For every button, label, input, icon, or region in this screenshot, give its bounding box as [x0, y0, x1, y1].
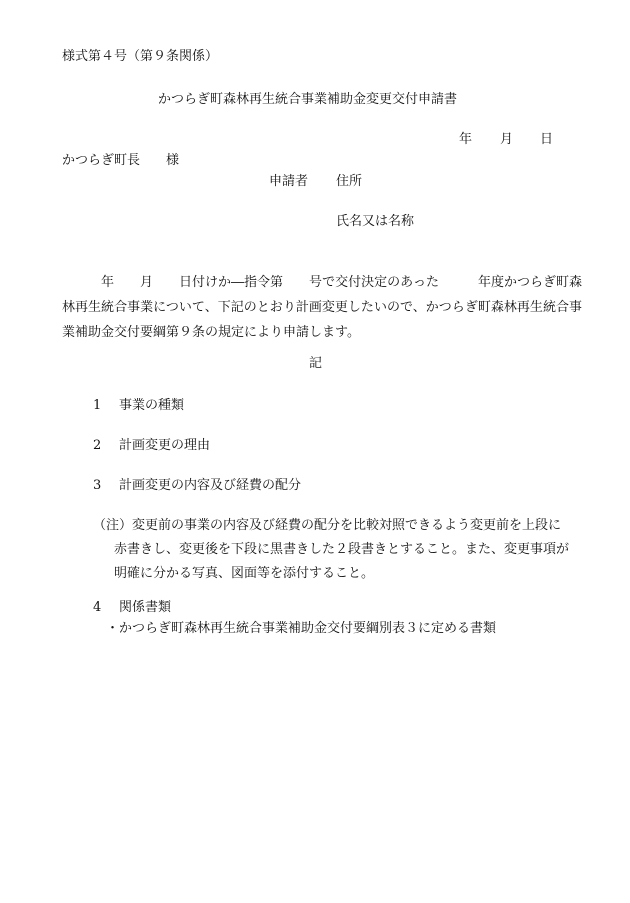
item-number: 4	[93, 600, 102, 615]
item-label: 事業の種類	[119, 398, 185, 413]
item-label: 計画変更の内容及び経費の配分	[119, 478, 302, 493]
item-number: 3	[93, 478, 102, 493]
item-4-bullet: ・かつらぎ町森林再生統合事業補助金交付要綱別表３に定める書類	[106, 621, 497, 636]
date-month: 月	[500, 132, 514, 147]
item-number: 2	[93, 438, 102, 453]
form-label: 様式第４号（第９条関係）	[62, 49, 219, 64]
document-title: かつらぎ町森林再生統合事業補助金変更交付申請書	[158, 92, 458, 107]
date-day: 日	[540, 132, 554, 147]
body-paragraph: 年 月 日付けか―指令第 号で交付決定のあった 年度かつらぎ町森林再生統合事業について、下記のとおり計画変更したいので、かつらぎ町森林再生統合事業補助金交付要綱第９条の規定により申請します。	[62, 275, 582, 340]
item-label: 計画変更の理由	[119, 438, 211, 453]
address-label: 住所	[336, 174, 363, 189]
note-text: （注）変更前の事業の内容及び経費の配分を比較対照できるよう変更前を上段に赤書きし、変更後を下段に黒書きした２段書きとすること。また、変更事項が明確に分かる写真、図面等を添付すること。	[93, 518, 570, 581]
name-label: 氏名又は名称	[336, 214, 415, 229]
note-block	[93, 514, 573, 586]
item-number: 1	[93, 398, 102, 413]
date-year: 年	[459, 132, 473, 147]
applicant-label: 申請者	[269, 174, 309, 189]
addressee: かつらぎ町長 様	[62, 153, 180, 168]
ki-heading: 記	[309, 356, 323, 371]
item-label: 関係書類	[119, 600, 172, 615]
